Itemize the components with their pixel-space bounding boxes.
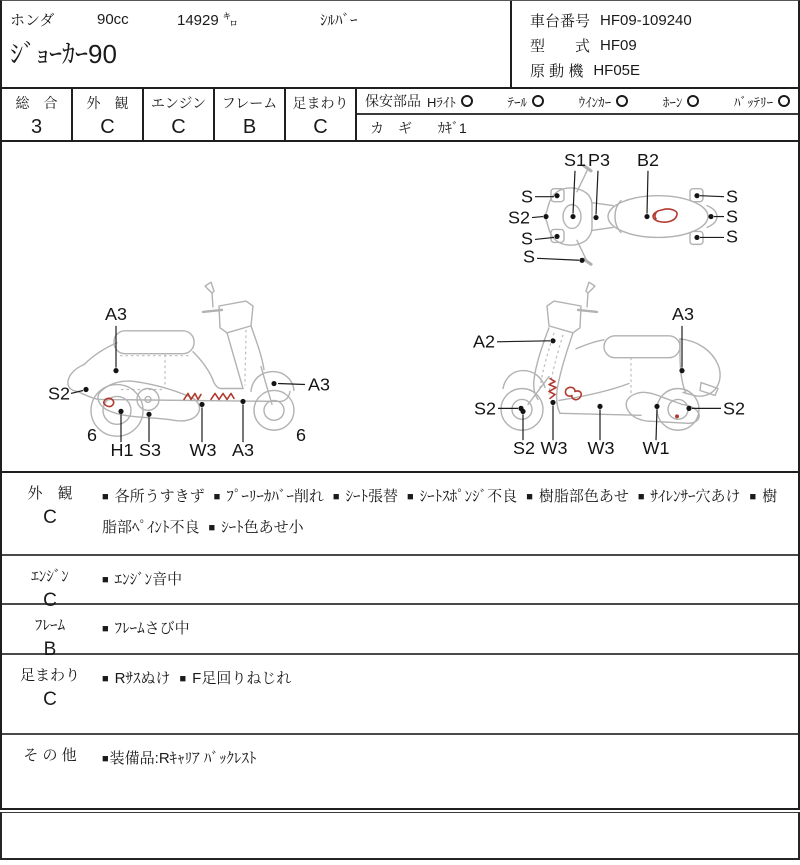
grade-value: 3	[30, 116, 43, 138]
damage-code-label: S	[725, 206, 739, 227]
condition-item-text: ｼｰﾄ色あせ小	[221, 519, 304, 536]
anchor-dot	[579, 258, 584, 263]
damage-mark	[675, 414, 679, 418]
damage-code-label: W1	[642, 438, 670, 459]
condition-section-label: そ の 他	[23, 747, 77, 764]
grade-value: C	[100, 116, 115, 138]
anchor-dot	[654, 404, 659, 409]
condition-item-text: 樹脂部色あせ	[538, 488, 629, 505]
anchor-dot	[593, 215, 598, 220]
safety-part-item	[508, 92, 545, 111]
condition-section	[2, 735, 98, 808]
damage-code-label: S2	[722, 398, 746, 419]
anchor-dot	[686, 406, 691, 411]
bullet-square-icon: ■	[102, 491, 109, 503]
condition-row	[2, 556, 798, 611]
condition-table	[0, 473, 800, 810]
footer-box	[0, 812, 800, 860]
grade-label: 総 合	[15, 95, 58, 111]
grade-cell-overall	[2, 89, 73, 140]
body-color: ｼﾙﾊﾞｰ	[320, 12, 358, 29]
damage-code-label: S1	[563, 149, 587, 170]
safety-part-label: ｳｲﾝｶｰ	[578, 94, 612, 110]
status-ok-circle-icon	[778, 95, 790, 107]
damage-code-label: S	[520, 228, 534, 249]
anchor-dot	[570, 214, 575, 219]
model-code-value: HF09	[600, 37, 637, 54]
safety-parts-row	[357, 89, 798, 115]
condition-section	[2, 605, 98, 660]
anchor-dot	[146, 412, 151, 417]
damage-code-label: A3	[671, 303, 695, 324]
damage-code-label: S2	[512, 438, 536, 459]
safety-parts-label: 保安部品	[365, 93, 421, 109]
condition-item-text: ﾌﾟｰﾘｰｶﾊﾞｰ削れ	[226, 488, 324, 505]
mileage: 14929 ㌔	[177, 12, 238, 29]
safety-part-label: ﾃｰﾙ	[507, 94, 528, 110]
condition-items	[98, 556, 798, 603]
model-code-row	[530, 33, 798, 58]
condition-item	[333, 488, 398, 505]
chassis-number-value: HF09-109240	[600, 12, 692, 29]
condition-item	[102, 571, 182, 588]
safety-part-item	[427, 92, 473, 111]
model-code-label: 型 式	[530, 38, 591, 55]
bullet-square-icon: ■	[213, 491, 221, 503]
displacement: 90cc	[97, 11, 129, 28]
bullet-square-icon: ■	[179, 673, 187, 685]
condition-row	[2, 735, 798, 810]
bullet-square-icon: ■	[102, 753, 109, 765]
condition-row	[2, 655, 798, 735]
condition-item-text: ｻｲﾚﾝｻｰ穴あけ	[650, 488, 741, 505]
condition-section-label: 足まわり	[19, 667, 80, 684]
grade-label: エンジン	[150, 95, 207, 111]
vehicle-diagram	[2, 142, 798, 471]
grade-cell-exterior	[73, 89, 144, 140]
condition-row	[2, 605, 798, 660]
leader-line	[532, 217, 543, 218]
condition-section	[2, 556, 98, 611]
anchor-dot	[694, 235, 699, 240]
anchor-dot	[271, 381, 276, 386]
anchor-dot	[708, 214, 713, 219]
vehicle-summary-row	[10, 8, 510, 31]
bullet-square-icon: ■	[749, 491, 757, 503]
condition-item	[526, 488, 629, 505]
condition-section-grade: C	[43, 507, 57, 528]
condition-items	[98, 473, 798, 554]
safety-parts-box	[357, 89, 798, 140]
damage-code-label: S3	[138, 440, 162, 461]
grade-label: フレーム	[221, 95, 278, 111]
condition-item-text: 樹脂部ﾍﾟｲﾝﾄ不良	[102, 488, 778, 536]
damage-code-label: W3	[587, 438, 615, 459]
leader-line	[596, 171, 598, 215]
safety-part-label: ﾎｰﾝ	[662, 94, 683, 110]
status-ok-circle-icon	[616, 95, 628, 107]
damage-code-label: P3	[587, 149, 611, 170]
damage-code-label: A3	[307, 374, 331, 395]
grade-label: 足まわり	[292, 95, 349, 111]
safety-part-label: ﾊﾞｯﾃﾘｰ	[733, 94, 773, 110]
key-label: カ ギ	[370, 119, 412, 136]
leader-line	[647, 171, 648, 214]
condition-section-grade: C	[43, 689, 57, 710]
grade-cell-engine	[144, 89, 215, 140]
safety-part-item	[579, 92, 629, 111]
bullet-square-icon: ■	[407, 491, 414, 503]
engine-model-label: 原 動 機	[530, 63, 584, 80]
safety-part-item	[663, 92, 700, 111]
scooter-top-view	[544, 166, 717, 264]
anchor-dot	[554, 234, 559, 239]
condition-item	[209, 519, 304, 536]
safety-part-label: Hﾗｲﾄ	[427, 94, 456, 110]
condition-item	[102, 488, 205, 505]
damage-mark	[653, 209, 677, 222]
safety-part-item	[734, 92, 790, 111]
damage-code-label: 6	[295, 425, 307, 446]
condition-item-text: ｼｰﾄ張替	[345, 488, 399, 505]
anchor-dot	[83, 387, 88, 392]
bullet-square-icon: ■	[102, 574, 109, 586]
condition-section	[2, 655, 98, 733]
condition-item-text: ﾌﾚｰﾑさび中	[114, 620, 190, 637]
anchor-dot	[554, 193, 559, 198]
condition-item	[214, 488, 324, 505]
scooter-left-side-view	[68, 282, 294, 436]
condition-item	[102, 750, 256, 767]
bullet-square-icon: ■	[102, 623, 109, 635]
anchor-dot	[550, 338, 555, 343]
leader-line	[573, 171, 575, 214]
leader-line	[537, 258, 579, 260]
bullet-square-icon: ■	[526, 491, 533, 503]
condition-item-text: F足回りねじれ	[192, 670, 292, 687]
condition-section-label: 外 観	[27, 485, 73, 502]
right-view-damage-labels	[473, 304, 745, 458]
vehicle-summary	[2, 1, 510, 87]
status-ok-circle-icon	[687, 95, 699, 107]
condition-item	[180, 670, 292, 687]
anchor-dot	[543, 214, 548, 219]
grade-cell-frame	[215, 89, 286, 140]
key-row	[357, 115, 798, 140]
anchor-dot	[679, 368, 684, 373]
left-view-damage-labels	[48, 304, 330, 460]
damage-code-label: A3	[104, 303, 128, 324]
anchor-dot	[550, 400, 555, 405]
maker-name: ホンダ	[10, 12, 55, 29]
condition-item-text: Rｻｽぬけ	[114, 670, 171, 687]
engine-model-row	[530, 58, 798, 83]
anchor-dot	[520, 409, 525, 414]
anchor-dot	[644, 214, 649, 219]
condition-section-grade: B	[43, 639, 57, 660]
damage-code-label: S	[725, 226, 739, 247]
damage-code-label: S2	[507, 207, 531, 228]
damage-code-label: S2	[47, 383, 71, 404]
anchor-dot	[597, 404, 602, 409]
condition-row	[2, 473, 798, 556]
condition-items	[98, 605, 798, 653]
anchor-dot	[240, 399, 245, 404]
chassis-number-row	[530, 8, 798, 33]
grade-value: C	[171, 116, 186, 138]
damage-code-label: S	[520, 186, 534, 207]
damage-code-label: S2	[473, 398, 497, 419]
condition-item-text: ｼｰﾄｽﾎﾟﾝｼﾞ不良	[419, 488, 518, 505]
condition-item-text: 各所うすきず	[114, 488, 205, 505]
anchor-dot	[694, 193, 699, 198]
condition-item-text: 装備品:Rｷｬﾘｱ ﾊﾞｯｸﾚｽﾄ	[109, 750, 257, 767]
condition-item	[407, 488, 517, 505]
header	[0, 0, 800, 89]
anchor-dot	[199, 402, 204, 407]
condition-items	[98, 735, 798, 808]
damage-code-label: B2	[636, 149, 660, 170]
identification-block	[510, 1, 798, 87]
leader-line	[656, 409, 657, 440]
damage-code-label: W3	[189, 440, 217, 461]
condition-section-label: ｴﾝｼﾞﾝ	[31, 568, 69, 585]
damage-code-label: H1	[110, 440, 134, 461]
bullet-square-icon: ■	[102, 673, 109, 685]
damage-mark	[211, 393, 234, 399]
engine-model-value: HF05E	[593, 62, 641, 79]
condition-item	[102, 670, 171, 687]
damage-code-label: A3	[231, 440, 255, 461]
condition-item-text: ｴﾝｼﾞﾝ音中	[114, 571, 183, 588]
condition-section	[2, 473, 98, 554]
condition-items	[98, 655, 798, 733]
key-value: ｶｷﾞ1	[438, 119, 467, 136]
damage-diagram-section	[0, 142, 800, 473]
grade-value: B	[242, 116, 257, 138]
damage-code-label: S	[522, 246, 536, 267]
anchor-dot	[118, 409, 123, 414]
condition-section-grade: C	[43, 590, 57, 611]
damage-code-label: A2	[472, 331, 496, 352]
condition-section-label: ﾌﾚｰﾑ	[34, 617, 65, 634]
safety-parts-items	[423, 92, 790, 111]
damage-code-label: S	[725, 186, 739, 207]
anchor-dot	[113, 368, 118, 373]
damage-code-label: W3	[540, 438, 568, 459]
grade-value: C	[313, 116, 328, 138]
grade-bar	[0, 89, 800, 142]
model-name: ｼﾞｮｰｶｰ90	[10, 39, 117, 69]
bullet-square-icon: ■	[332, 491, 340, 503]
bullet-square-icon: ■	[637, 491, 645, 503]
status-ok-circle-icon	[532, 95, 544, 107]
bullet-square-icon: ■	[208, 522, 216, 534]
grade-cell-undercarriage	[286, 89, 357, 140]
damage-mark	[184, 393, 201, 399]
status-ok-circle-icon	[461, 95, 473, 107]
chassis-number-label: 車台番号	[530, 13, 591, 30]
condition-item	[102, 620, 190, 637]
leader-line	[497, 341, 550, 342]
leader-line	[278, 384, 305, 385]
grade-label: 外 観	[86, 95, 129, 111]
condition-item	[638, 488, 741, 505]
damage-code-label: 6	[86, 425, 98, 446]
